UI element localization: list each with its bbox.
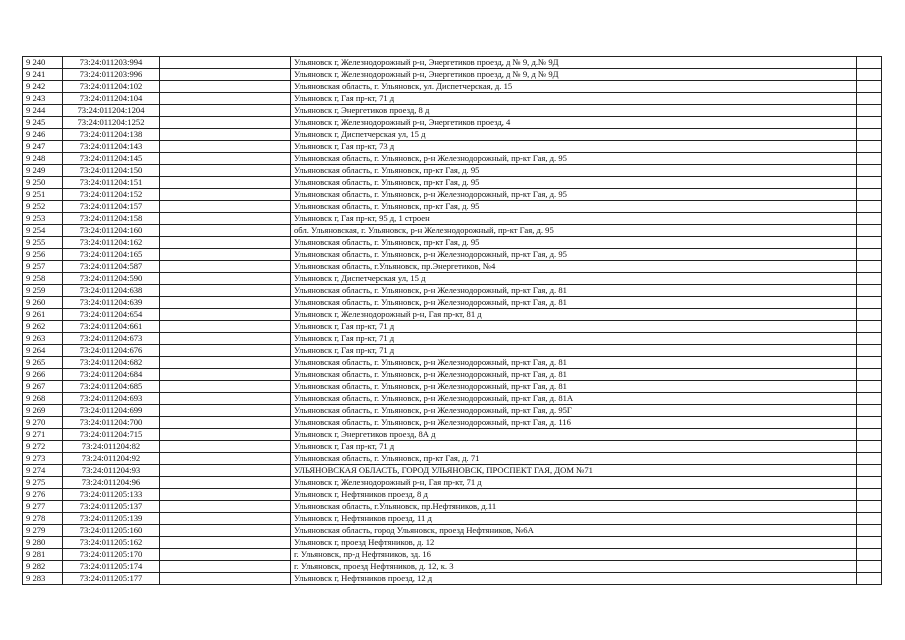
row-number-cell: 9 259 xyxy=(23,285,63,297)
empty-cell xyxy=(857,369,882,381)
empty-cell xyxy=(160,345,291,357)
table-row xyxy=(23,537,882,549)
empty-cell xyxy=(857,225,882,237)
address-cell: Ульяновск г, проезд Нефтяников, д. 12 xyxy=(291,537,857,549)
cadastral-number-cell: 73:24:011204:158 xyxy=(63,213,160,225)
row-number-cell: 9 280 xyxy=(23,537,63,549)
cadastral-number-cell: 73:24:011203:996 xyxy=(63,69,160,81)
empty-cell xyxy=(857,465,882,477)
empty-cell xyxy=(160,453,291,465)
cadastral-number-cell: 73:24:011204:700 xyxy=(63,417,160,429)
address-cell: Ульяновск г, Гая пр-кт, 71 д xyxy=(291,93,857,105)
row-number-cell: 9 248 xyxy=(23,153,63,165)
address-cell: Ульяновск г, Железнодорожный р-н, Энергетиков проезд, д № 9, д № 9Д xyxy=(291,69,857,81)
empty-cell xyxy=(857,69,882,81)
empty-cell xyxy=(160,429,291,441)
empty-cell xyxy=(160,501,291,513)
table-row xyxy=(23,297,882,309)
empty-cell xyxy=(857,549,882,561)
empty-cell xyxy=(857,357,882,369)
empty-cell xyxy=(857,405,882,417)
table-row xyxy=(23,309,882,321)
row-number-cell: 9 262 xyxy=(23,321,63,333)
table-row xyxy=(23,369,882,381)
row-number-cell: 9 251 xyxy=(23,189,63,201)
cadastral-number-cell: 73:24:011204:1252 xyxy=(63,117,160,129)
address-cell: Ульяновская область, г. Ульяновск, ул. Диспетчерская, д. 15 xyxy=(291,81,857,93)
cadastral-number-cell: 73:24:011203:994 xyxy=(63,57,160,69)
cadastral-number-cell: 73:24:011205:162 xyxy=(63,537,160,549)
table-row xyxy=(23,201,882,213)
empty-cell xyxy=(160,309,291,321)
row-number-cell: 9 271 xyxy=(23,429,63,441)
empty-cell xyxy=(857,453,882,465)
cadastral-number-cell: 73:24:011204:96 xyxy=(63,477,160,489)
table-row xyxy=(23,117,882,129)
row-number-cell: 9 269 xyxy=(23,405,63,417)
table-row xyxy=(23,93,882,105)
address-cell: Ульяновская область, г.Ульяновск, пр.Нефтяников, д.11 xyxy=(291,501,857,513)
table-row xyxy=(23,381,882,393)
cadastral-number-cell: 73:24:011205:170 xyxy=(63,549,160,561)
cadastral-number-cell: 73:24:011205:139 xyxy=(63,513,160,525)
row-number-cell: 9 261 xyxy=(23,309,63,321)
cadastral-number-cell: 73:24:011205:174 xyxy=(63,561,160,573)
empty-cell xyxy=(857,81,882,93)
empty-cell xyxy=(160,465,291,477)
empty-cell xyxy=(160,249,291,261)
address-cell: Ульяновск г, Гая пр-кт, 71 д xyxy=(291,321,857,333)
empty-cell xyxy=(160,261,291,273)
row-number-cell: 9 283 xyxy=(23,573,63,585)
row-number-cell: 9 250 xyxy=(23,177,63,189)
empty-cell xyxy=(160,285,291,297)
empty-cell xyxy=(857,129,882,141)
row-number-cell: 9 267 xyxy=(23,381,63,393)
row-number-cell: 9 252 xyxy=(23,201,63,213)
row-number-cell: 9 253 xyxy=(23,213,63,225)
empty-cell xyxy=(857,273,882,285)
cadastral-number-cell: 73:24:011204:685 xyxy=(63,381,160,393)
empty-cell xyxy=(160,93,291,105)
cadastral-number-cell: 73:24:011204:654 xyxy=(63,309,160,321)
table-row xyxy=(23,285,882,297)
row-number-cell: 9 277 xyxy=(23,501,63,513)
empty-cell xyxy=(857,57,882,69)
empty-cell xyxy=(160,381,291,393)
cadastral-number-cell: 73:24:011204:682 xyxy=(63,357,160,369)
empty-cell xyxy=(160,57,291,69)
table-row xyxy=(23,261,882,273)
address-cell: Ульяновск г, Гая пр-кт, 71 д xyxy=(291,345,857,357)
cadastral-number-cell: 73:24:011205:137 xyxy=(63,501,160,513)
address-cell: Ульяновск г, Гая пр-кт, 71 д xyxy=(291,441,857,453)
row-number-cell: 9 254 xyxy=(23,225,63,237)
cadastral-number-cell: 73:24:011205:177 xyxy=(63,573,160,585)
empty-cell xyxy=(160,441,291,453)
row-number-cell: 9 249 xyxy=(23,165,63,177)
address-cell: Ульяновск г, Гая пр-кт, 71 д xyxy=(291,333,857,345)
cadastral-number-cell: 73:24:011204:104 xyxy=(63,93,160,105)
table-row xyxy=(23,501,882,513)
address-cell: Ульяновск г, Нефтяников проезд, 11 д xyxy=(291,513,857,525)
cadastral-number-cell: 73:24:011204:693 xyxy=(63,393,160,405)
empty-cell xyxy=(857,285,882,297)
empty-cell xyxy=(857,441,882,453)
row-number-cell: 9 244 xyxy=(23,105,63,117)
empty-cell xyxy=(857,297,882,309)
cadastral-number-cell: 73:24:011204:93 xyxy=(63,465,160,477)
address-cell: Ульяновская область, г. Ульяновск, пр-кт Гая, д. 95 xyxy=(291,177,857,189)
cadastral-number-cell: 73:24:011204:138 xyxy=(63,129,160,141)
row-number-cell: 9 265 xyxy=(23,357,63,369)
address-cell: г. Ульяновск, проезд Нефтяников, д. 12, к. 3 xyxy=(291,561,857,573)
address-cell: Ульяновск г, Нефтяников проезд, 8 д xyxy=(291,489,857,501)
empty-cell xyxy=(160,69,291,81)
cadastral-number-cell: 73:24:011204:684 xyxy=(63,369,160,381)
table-row xyxy=(23,177,882,189)
row-number-cell: 9 256 xyxy=(23,249,63,261)
table-row xyxy=(23,165,882,177)
row-number-cell: 9 257 xyxy=(23,261,63,273)
cadastral-number-cell: 73:24:011204:699 xyxy=(63,405,160,417)
empty-cell xyxy=(160,225,291,237)
empty-cell xyxy=(160,537,291,549)
address-cell: Ульяновская область, г. Ульяновск, р-н Железнодорожный, пр-кт Гая, д. 81 xyxy=(291,297,857,309)
address-cell: Ульяновская область, г. Ульяновск, р-н Железнодорожный, пр-кт Гая, д. 95 xyxy=(291,249,857,261)
table-body xyxy=(23,57,882,585)
address-cell: Ульяновск г, Энергетиков проезд, 8А д xyxy=(291,429,857,441)
empty-cell xyxy=(160,393,291,405)
row-number-cell: 9 268 xyxy=(23,393,63,405)
empty-cell xyxy=(160,141,291,153)
empty-cell xyxy=(160,417,291,429)
empty-cell xyxy=(160,213,291,225)
address-cell: Ульяновская область, г. Ульяновск, р-н Железнодорожный, пр-кт Гая, д. 81 xyxy=(291,285,857,297)
address-cell: Ульяновск г, Гая пр-кт, 95 д, 1 строен xyxy=(291,213,857,225)
table-row xyxy=(23,453,882,465)
row-number-cell: 9 275 xyxy=(23,477,63,489)
cadastral-number-cell: 73:24:011205:160 xyxy=(63,525,160,537)
empty-cell xyxy=(160,129,291,141)
empty-cell xyxy=(160,81,291,93)
address-cell: Ульяновск г, Диспетчерская ул, 15 д xyxy=(291,273,857,285)
row-number-cell: 9 246 xyxy=(23,129,63,141)
row-number-cell: 9 274 xyxy=(23,465,63,477)
empty-cell xyxy=(857,249,882,261)
table-row xyxy=(23,465,882,477)
table-row xyxy=(23,273,882,285)
row-number-cell: 9 282 xyxy=(23,561,63,573)
table-row xyxy=(23,441,882,453)
row-number-cell: 9 242 xyxy=(23,81,63,93)
empty-cell xyxy=(160,525,291,537)
row-number-cell: 9 258 xyxy=(23,273,63,285)
address-cell: Ульяновская область, г. Ульяновск, р-н Железнодорожный, пр-кт Гая, д. 95 xyxy=(291,153,857,165)
table-row xyxy=(23,69,882,81)
row-number-cell: 9 279 xyxy=(23,525,63,537)
empty-cell xyxy=(160,561,291,573)
empty-cell xyxy=(857,189,882,201)
empty-cell xyxy=(857,525,882,537)
cadastral-number-cell: 73:24:011204:152 xyxy=(63,189,160,201)
address-cell: Ульяновск г, Нефтяников проезд, 12 д xyxy=(291,573,857,585)
empty-cell xyxy=(160,189,291,201)
empty-cell xyxy=(857,165,882,177)
empty-cell xyxy=(857,153,882,165)
cadastral-number-cell: 73:24:011204:673 xyxy=(63,333,160,345)
address-cell: Ульяновская область, г. Ульяновск, пр-кт Гая, д. 71 xyxy=(291,453,857,465)
empty-cell xyxy=(857,573,882,585)
empty-cell xyxy=(160,117,291,129)
empty-cell xyxy=(857,261,882,273)
empty-cell xyxy=(160,357,291,369)
empty-cell xyxy=(160,513,291,525)
empty-cell xyxy=(160,153,291,165)
table-row xyxy=(23,429,882,441)
empty-cell xyxy=(857,177,882,189)
empty-cell xyxy=(160,549,291,561)
cadastral-number-cell: 73:24:011204:160 xyxy=(63,225,160,237)
table-row xyxy=(23,357,882,369)
table-row xyxy=(23,213,882,225)
table-row xyxy=(23,573,882,585)
address-cell: Ульяновск г, Железнодорожный р-н, Энергетиков проезд, д № 9, д.№ 9Д xyxy=(291,57,857,69)
empty-cell xyxy=(160,165,291,177)
empty-cell xyxy=(857,417,882,429)
address-cell: Ульяновская область, город Ульяновск, проезд Нефтяников, №6А xyxy=(291,525,857,537)
table-row xyxy=(23,321,882,333)
address-cell: Ульяновская область, г. Ульяновск, пр-кт Гая, д. 95 xyxy=(291,237,857,249)
empty-cell xyxy=(160,369,291,381)
address-cell: г. Ульяновск, пр-д Нефтяников, зд. 16 xyxy=(291,549,857,561)
empty-cell xyxy=(857,477,882,489)
empty-cell xyxy=(857,489,882,501)
table-row xyxy=(23,525,882,537)
empty-cell xyxy=(160,237,291,249)
cadastral-number-cell: 73:24:011204:1204 xyxy=(63,105,160,117)
empty-cell xyxy=(160,177,291,189)
address-cell: Ульяновск г, Диспетчерская ул, 15 д xyxy=(291,129,857,141)
empty-cell xyxy=(160,477,291,489)
address-cell: Ульяновск г, Железнодорожный р-н, Энергетиков проезд, 4 xyxy=(291,117,857,129)
table-row xyxy=(23,333,882,345)
empty-cell xyxy=(857,117,882,129)
cadastral-number-cell: 73:24:011204:82 xyxy=(63,441,160,453)
row-number-cell: 9 245 xyxy=(23,117,63,129)
cadastral-number-cell: 73:24:011205:133 xyxy=(63,489,160,501)
cadastral-number-cell: 73:24:011204:590 xyxy=(63,273,160,285)
row-number-cell: 9 263 xyxy=(23,333,63,345)
table-row xyxy=(23,57,882,69)
row-number-cell: 9 273 xyxy=(23,453,63,465)
address-cell: Ульяновская область, г.Ульяновск, пр.Энергетиков, №4 xyxy=(291,261,857,273)
address-cell: Ульяновская область, г. Ульяновск, р-н Железнодорожный, пр-кт Гая, д. 116 xyxy=(291,417,857,429)
address-cell: Ульяновская область, г. Ульяновск, р-н Железнодорожный, пр-кт Гая, д. 95Г xyxy=(291,405,857,417)
empty-cell xyxy=(160,489,291,501)
cadastral-number-cell: 73:24:011204:157 xyxy=(63,201,160,213)
address-cell: Ульяновск г, Гая пр-кт, 73 д xyxy=(291,141,857,153)
address-cell: Ульяновск г, Железнодорожный р-н, Гая пр-кт, 71 д xyxy=(291,477,857,489)
row-number-cell: 9 266 xyxy=(23,369,63,381)
empty-cell xyxy=(857,345,882,357)
empty-cell xyxy=(857,309,882,321)
table-row xyxy=(23,489,882,501)
row-number-cell: 9 278 xyxy=(23,513,63,525)
row-number-cell: 9 260 xyxy=(23,297,63,309)
empty-cell xyxy=(160,105,291,117)
empty-cell xyxy=(857,537,882,549)
address-cell: Ульяновская область, г. Ульяновск, р-н Железнодорожный, пр-кт Гая, д. 81 xyxy=(291,357,857,369)
property-register-table xyxy=(22,56,882,585)
empty-cell xyxy=(857,501,882,513)
table-row xyxy=(23,477,882,489)
row-number-cell: 9 243 xyxy=(23,93,63,105)
empty-cell xyxy=(857,561,882,573)
cadastral-number-cell: 73:24:011204:150 xyxy=(63,165,160,177)
table-row xyxy=(23,549,882,561)
address-cell: Ульяновская область, г. Ульяновск, р-н Железнодорожный, пр-кт Гая, д. 95 xyxy=(291,189,857,201)
table-row xyxy=(23,189,882,201)
cadastral-number-cell: 73:24:011204:715 xyxy=(63,429,160,441)
empty-cell xyxy=(857,381,882,393)
address-cell: УЛЬЯНОВСКАЯ ОБЛАСТЬ, ГОРОД УЛЬЯНОВСК, ПРОСПЕКТ ГАЯ, ДОМ №71 xyxy=(291,465,857,477)
address-cell: Ульяновская область, г. Ульяновск, р-н Железнодорожный, пр-кт Гая, д. 81 xyxy=(291,369,857,381)
table-row xyxy=(23,513,882,525)
empty-cell xyxy=(160,573,291,585)
cadastral-number-cell: 73:24:011204:639 xyxy=(63,297,160,309)
empty-cell xyxy=(857,141,882,153)
table-row xyxy=(23,225,882,237)
address-cell: Ульяновск г, Железнодорожный р-н, Гая пр-кт, 81 д xyxy=(291,309,857,321)
table-row xyxy=(23,393,882,405)
row-number-cell: 9 247 xyxy=(23,141,63,153)
row-number-cell: 9 281 xyxy=(23,549,63,561)
table-row xyxy=(23,405,882,417)
empty-cell xyxy=(160,201,291,213)
table-row xyxy=(23,105,882,117)
cadastral-number-cell: 73:24:011204:661 xyxy=(63,321,160,333)
table-row xyxy=(23,153,882,165)
empty-cell xyxy=(160,273,291,285)
cadastral-number-cell: 73:24:011204:145 xyxy=(63,153,160,165)
table-row xyxy=(23,81,882,93)
empty-cell xyxy=(160,321,291,333)
empty-cell xyxy=(857,333,882,345)
row-number-cell: 9 272 xyxy=(23,441,63,453)
table-row xyxy=(23,129,882,141)
cadastral-number-cell: 73:24:011204:587 xyxy=(63,261,160,273)
empty-cell xyxy=(857,237,882,249)
cadastral-number-cell: 73:24:011204:102 xyxy=(63,81,160,93)
empty-cell xyxy=(857,93,882,105)
table-row xyxy=(23,237,882,249)
row-number-cell: 9 241 xyxy=(23,69,63,81)
empty-cell xyxy=(857,201,882,213)
empty-cell xyxy=(160,405,291,417)
cadastral-number-cell: 73:24:011204:165 xyxy=(63,249,160,261)
table-row xyxy=(23,561,882,573)
table-row xyxy=(23,141,882,153)
cadastral-number-cell: 73:24:011204:143 xyxy=(63,141,160,153)
address-cell: Ульяновск г, Энергетиков проезд, 8 д xyxy=(291,105,857,117)
cadastral-number-cell: 73:24:011204:162 xyxy=(63,237,160,249)
address-cell: обл. Ульяновская, г. Ульяновск, р-н Железнодорожный, пр-кт Гая, д. 95 xyxy=(291,225,857,237)
row-number-cell: 9 264 xyxy=(23,345,63,357)
table-row xyxy=(23,249,882,261)
row-number-cell: 9 276 xyxy=(23,489,63,501)
cadastral-number-cell: 73:24:011204:151 xyxy=(63,177,160,189)
address-cell: Ульяновская область, г. Ульяновск, р-н Железнодорожный, пр-кт Гая, д. 81 xyxy=(291,381,857,393)
row-number-cell: 9 270 xyxy=(23,417,63,429)
empty-cell xyxy=(857,429,882,441)
empty-cell xyxy=(857,321,882,333)
row-number-cell: 9 255 xyxy=(23,237,63,249)
empty-cell xyxy=(857,105,882,117)
address-cell: Ульяновская область, г. Ульяновск, пр-кт Гая, д. 95 xyxy=(291,165,857,177)
table-row xyxy=(23,345,882,357)
empty-cell xyxy=(160,333,291,345)
row-number-cell: 9 240 xyxy=(23,57,63,69)
address-cell: Ульяновская область, г. Ульяновск, пр-кт Гая, д. 95 xyxy=(291,201,857,213)
empty-cell xyxy=(857,393,882,405)
cadastral-number-cell: 73:24:011204:638 xyxy=(63,285,160,297)
table-row xyxy=(23,417,882,429)
cadastral-number-cell: 73:24:011204:92 xyxy=(63,453,160,465)
address-cell: Ульяновская область, г. Ульяновск, р-н Железнодорожный, пр-кт Гая, д. 81А xyxy=(291,393,857,405)
empty-cell xyxy=(857,513,882,525)
cadastral-number-cell: 73:24:011204:676 xyxy=(63,345,160,357)
empty-cell xyxy=(160,297,291,309)
empty-cell xyxy=(857,213,882,225)
